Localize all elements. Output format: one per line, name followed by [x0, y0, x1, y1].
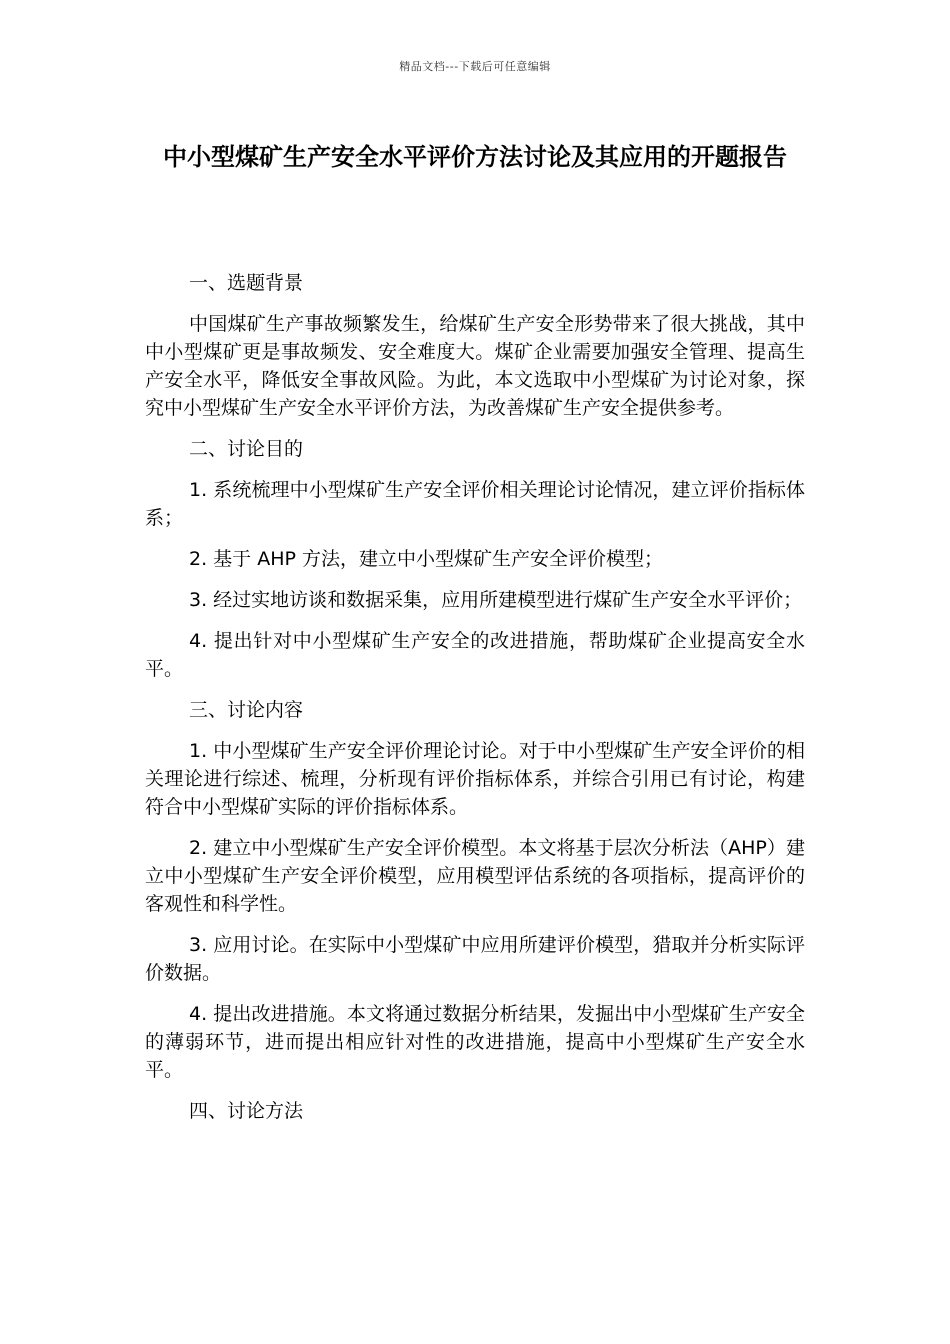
- paragraph: 中国煤矿生产事故频繁发生，给煤矿生产安全形势带来了很大挑战，其中中小型煤矿更是事故频发、安全难度大。煤矿企业需要加强安全管理、提高生产安全水平，降低安全事故风险。为此，本文选取中小型煤矿为讨论对象，探究中小型煤矿生产安全水平评价方法，为改善煤矿生产安全提供参考。: [145, 313, 805, 419]
- list-item: 3. 经过实地访谈和数据采集，应用所建模型进行煤矿生产安全水平评价；: [189, 589, 803, 611]
- list-item: 2. 建立中小型煤矿生产安全评价模型。本文将基于层次分析法（AHP）建立中小型煤矿生产安全评价模型，应用模型评估系统的各项指标，提高评价的客观性和科学性。: [145, 837, 805, 915]
- list-item: 4. 提出针对中小型煤矿生产安全的改进措施，帮助煤矿企业提高安全水平。: [145, 630, 805, 680]
- list-item: 1. 系统梳理中小型煤矿生产安全评价相关理论讨论情况，建立评价指标体系；: [145, 479, 805, 529]
- list-item: 4. 提出改进措施。本文将通过数据分析结果，发掘出中小型煤矿生产安全的薄弱环节，进而提出相应针对性的改进措施，提高中小型煤矿生产安全水平。: [145, 1003, 805, 1081]
- document-title: 中小型煤矿生产安全水平评价方法讨论及其应用的开题报告: [163, 143, 787, 171]
- list-item: 1. 中小型煤矿生产安全评价理论讨论。对于中小型煤矿生产安全评价的相关理论进行综述、梳理，分析现有评价指标体系，并综合引用已有讨论，构建符合中小型煤矿实际的评价指标体系。: [145, 740, 805, 818]
- list-item: 3. 应用讨论。在实际中小型煤矿中应用所建评价模型，猎取并分析实际评价数据。: [145, 934, 805, 984]
- section-heading: 二、讨论目的: [189, 438, 304, 460]
- list-item: 2. 基于 AHP 方法，建立中小型煤矿生产安全评价模型；: [189, 548, 663, 570]
- document-body: [145, 269, 805, 1138]
- section-heading: 一、选题背景: [189, 272, 304, 294]
- header-note: 精品文档---下载后可任意编辑: [399, 60, 551, 73]
- section-heading: 三、讨论内容: [189, 699, 304, 721]
- section-heading: 四、讨论方法: [189, 1100, 304, 1122]
